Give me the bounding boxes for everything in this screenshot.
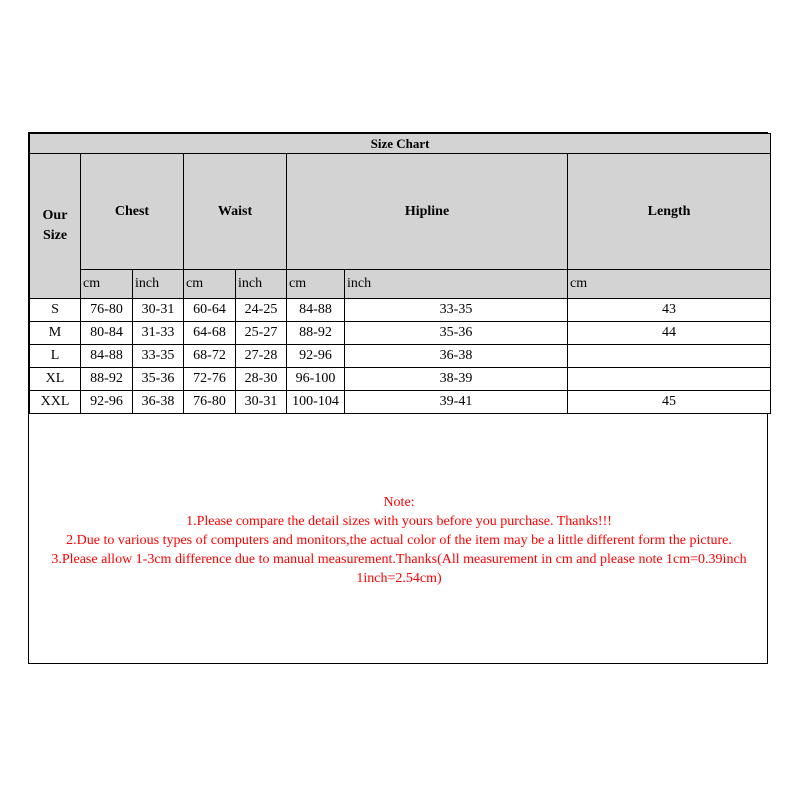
cell-chest-inch: 31-33 [133,322,184,345]
cell-chest-cm: 76-80 [81,299,133,322]
size-chart-table [29,133,771,414]
cell-waist-inch: 24-25 [236,299,287,322]
cell-hip-cm: 96-100 [287,368,345,391]
table-title: Size Chart [30,134,771,154]
cell-chest-cm: 88-92 [81,368,133,391]
header-waist: Waist [184,154,287,270]
unit-waist-inch: inch [236,270,287,299]
cell-size: XXL [30,391,81,414]
cell-length-cm [568,368,771,391]
cell-size: L [30,345,81,368]
header-length: Length [568,154,771,270]
cell-hip-cm: 84-88 [287,299,345,322]
cell-hip-cm: 100-104 [287,391,345,414]
table-row [30,345,771,368]
unit-chest-cm: cm [81,270,133,299]
table-row [30,322,771,345]
cell-hip-inch: 39-41 [345,391,568,414]
cell-waist-inch: 30-31 [236,391,287,414]
cell-chest-inch: 35-36 [133,368,184,391]
unit-hip-cm: cm [287,270,345,299]
cell-waist-cm: 60-64 [184,299,236,322]
cell-waist-cm: 64-68 [184,322,236,345]
unit-waist-cm: cm [184,270,236,299]
note-line: 3.Please allow 1-3cm difference due to manual measurement.Thanks(All measurement in cm and please note 1cm=0.39inch [51,552,747,567]
cell-size: S [30,299,81,322]
unit-length-cm: cm [568,270,771,299]
note-line: 2.Due to various types of computers and monitors,the actual color of the item may be a little different form the picture. [66,533,732,548]
table-row [30,299,771,322]
size-chart-sheet [28,132,768,664]
header-hipline: Hipline [287,154,568,270]
unit-hip-inch: inch [345,270,568,299]
cell-length-cm [568,345,771,368]
cell-waist-cm: 68-72 [184,345,236,368]
cell-chest-inch: 30-31 [133,299,184,322]
cell-chest-inch: 33-35 [133,345,184,368]
table-row [30,368,771,391]
header-our-size: Our Size [30,154,81,299]
cell-chest-cm: 84-88 [81,345,133,368]
cell-hip-inch: 33-35 [345,299,568,322]
notes-heading: Note: [383,495,415,510]
cell-chest-inch: 36-38 [133,391,184,414]
cell-length-cm: 44 [568,322,771,345]
cell-waist-inch: 28-30 [236,368,287,391]
table-row [30,391,771,414]
cell-hip-inch: 35-36 [345,322,568,345]
cell-hip-inch: 38-39 [345,368,568,391]
unit-chest-inch: inch [133,270,184,299]
cell-length-cm: 43 [568,299,771,322]
cell-chest-cm: 92-96 [81,391,133,414]
header-chest: Chest [81,154,184,270]
note-line: 1.Please compare the detail sizes with yours before you purchase. Thanks!!! [186,514,612,529]
cell-waist-cm: 72-76 [184,368,236,391]
cell-hip-inch: 36-38 [345,345,568,368]
cell-hip-cm: 88-92 [287,322,345,345]
cell-waist-inch: 27-28 [236,345,287,368]
cell-hip-cm: 92-96 [287,345,345,368]
cell-length-cm: 45 [568,391,771,414]
notes-block [29,493,769,588]
cell-waist-inch: 25-27 [236,322,287,345]
cell-size: M [30,322,81,345]
cell-chest-cm: 80-84 [81,322,133,345]
cell-size: XL [30,368,81,391]
cell-waist-cm: 76-80 [184,391,236,414]
note-line: 1inch=2.54cm) [356,571,442,586]
